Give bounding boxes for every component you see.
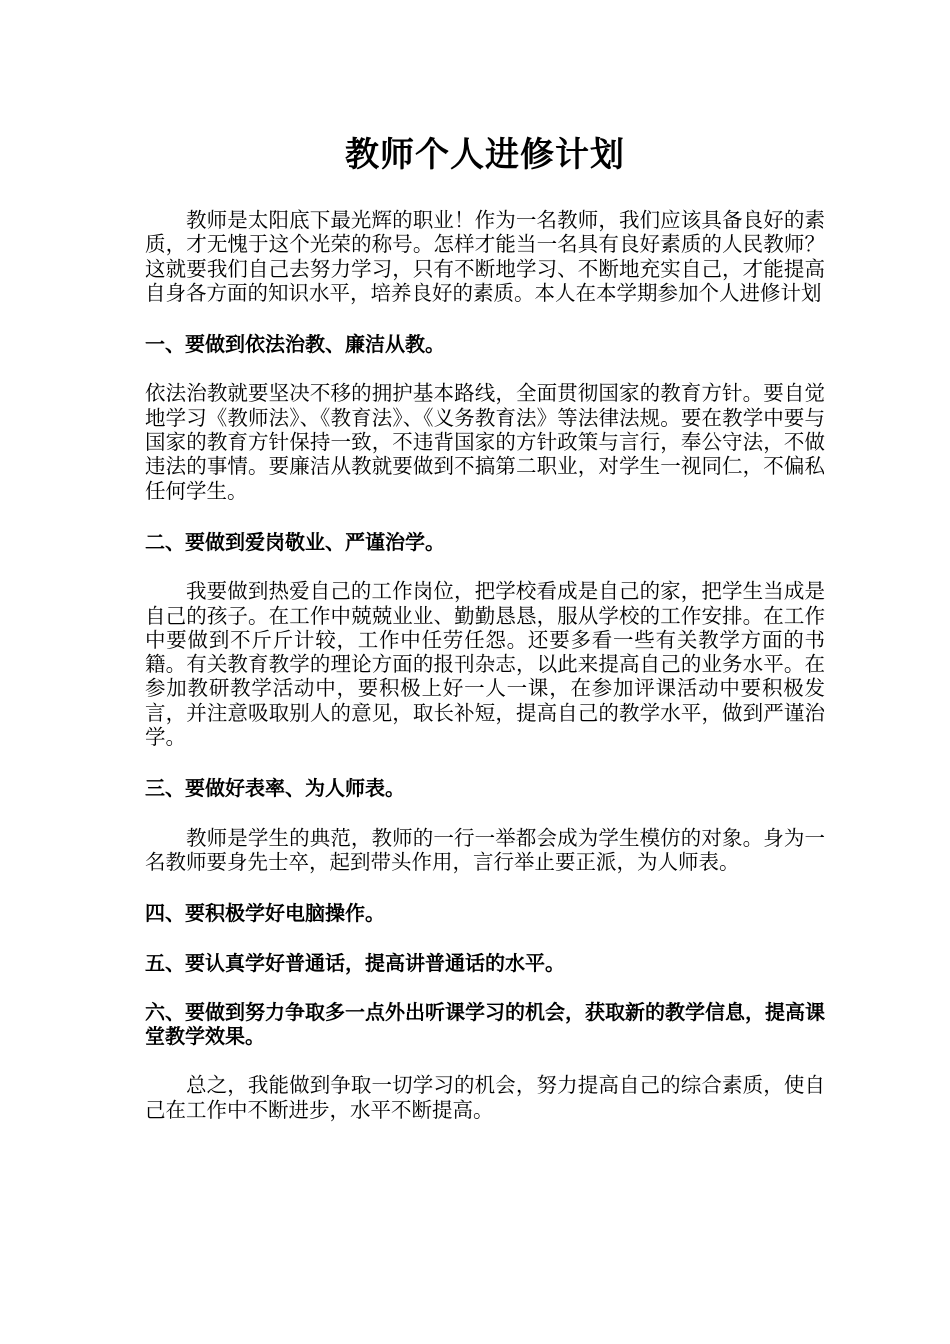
intro-paragraph: 教师是太阳底下最光辉的职业！作为一名教师，我们应该具备良好的素质，才无愧于这个光荣的称号。怎样才能当一名具有良好素质的人民教师？这就要我们自己去努力学习，只有不断地学习、不断地充实自己，才能提高自身各方面的知识水平，培养良好的素质。本人在本学期参加个人进修计划 xyxy=(145,208,825,305)
section-3-heading: 三、要做好表率、为人师表。 xyxy=(145,776,405,801)
section-5-heading: 五、要认真学好普通话，提高讲普通话的水平。 xyxy=(145,950,565,975)
document-page xyxy=(145,118,825,1122)
conclusion-paragraph: 总之，我能做到争取一切学习的机会，努力提高自己的综合素质，使自己在工作中不断进步，水平不断提高。 xyxy=(145,1073,825,1122)
section-4-heading: 四、要积极学好电脑操作。 xyxy=(145,901,385,926)
section-2-body: 我要做到热爱自己的工作岗位，把学校看成是自己的家，把学生当成是自己的孩子。在工作中兢兢业业、勤勤恳恳，服从学校的工作安排。在工作中要做到不斤斤计较，工作中任劳任怨。还要多看一些有关教学方面的书籍。有关教育教学的理论方面的报刊杂志，以此来提高自己的业务水平。在参加教研教学活动中，要积极上好一人一课，在参加评课活动中要积极发言，并注意吸取别人的意见，取长补短，提高自己的教学水平，做到严谨治学。 xyxy=(145,579,825,750)
section-6-heading: 六、要做到努力争取多一点外出听课学习的机会，获取新的教学信息，提高课堂教学效果。 xyxy=(145,999,825,1049)
section-1-body: 依法治教就要坚决不移的拥护基本路线，全面贯彻国家的教育方针。要自觉地学习《教师法》、《教育法》、《义务教育法》等法律法规。要在教学中要与国家的教育方针保持一致，不违背国家的方针政策与言行，奉公守法，不做违法的事情。要廉洁从教就要做到不搞第二职业，对学生一视同仁，不偏私任何学生。 xyxy=(145,381,825,503)
document-title: 教师个人进修计划 xyxy=(345,135,625,175)
section-2-heading: 二、要做到爱岗敬业、严谨治学。 xyxy=(145,529,445,554)
section-3-body: 教师是学生的典范，教师的一行一举都会成为学生模仿的对象。身为一名教师要身先士卒，起到带头作用，言行举止要正派，为人师表。 xyxy=(145,825,825,874)
section-1-heading: 一、要做到依法治教、廉洁从教。 xyxy=(145,332,445,357)
